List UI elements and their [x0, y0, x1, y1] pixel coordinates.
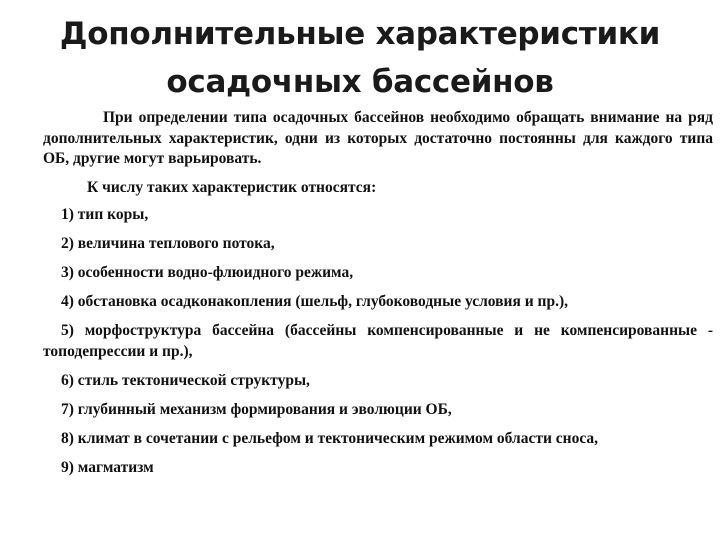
intro-paragraph: При определении типа осадочных бассейнов необходимо обращать внимание на ряд дополнительных характеристик, одни из которых достаточно постоянны для каждого типа ОБ, другие могут варьировать.	[43, 109, 713, 167]
list-lead: К числу таких характеристик относятся:	[87, 178, 377, 196]
list-item-4: 4) обстановка осадконакопления (шельф, глубоководные условия и пр.),	[61, 292, 568, 310]
list-item-6: 6) стиль тектонической структуры,	[61, 371, 310, 389]
title-line-2: осадочных бассейнов	[166, 64, 554, 100]
list-item-8: 8) климат в сочетании с рельефом и тектоническим режимом области сноса,	[61, 429, 599, 447]
list-item-2: 2) величина теплового потока,	[61, 234, 275, 252]
list-item-1: 1) тип коры,	[61, 205, 149, 223]
list-item-3: 3) особенности водно-флюидного режима,	[61, 263, 354, 281]
slide-title	[40, 10, 680, 106]
list-item-7: 7) глубинный механизм формирования и эволюции ОБ,	[61, 400, 452, 418]
slide-body	[43, 108, 713, 486]
list-item-5: 5) морфоструктура бассейна (бассейны компенсированные и не компенсированные - топодепрессии и пр.),	[43, 321, 713, 360]
list-item-9: 9) магматизм	[61, 458, 154, 476]
title-line-1: Дополнительные характеристики	[59, 16, 661, 52]
